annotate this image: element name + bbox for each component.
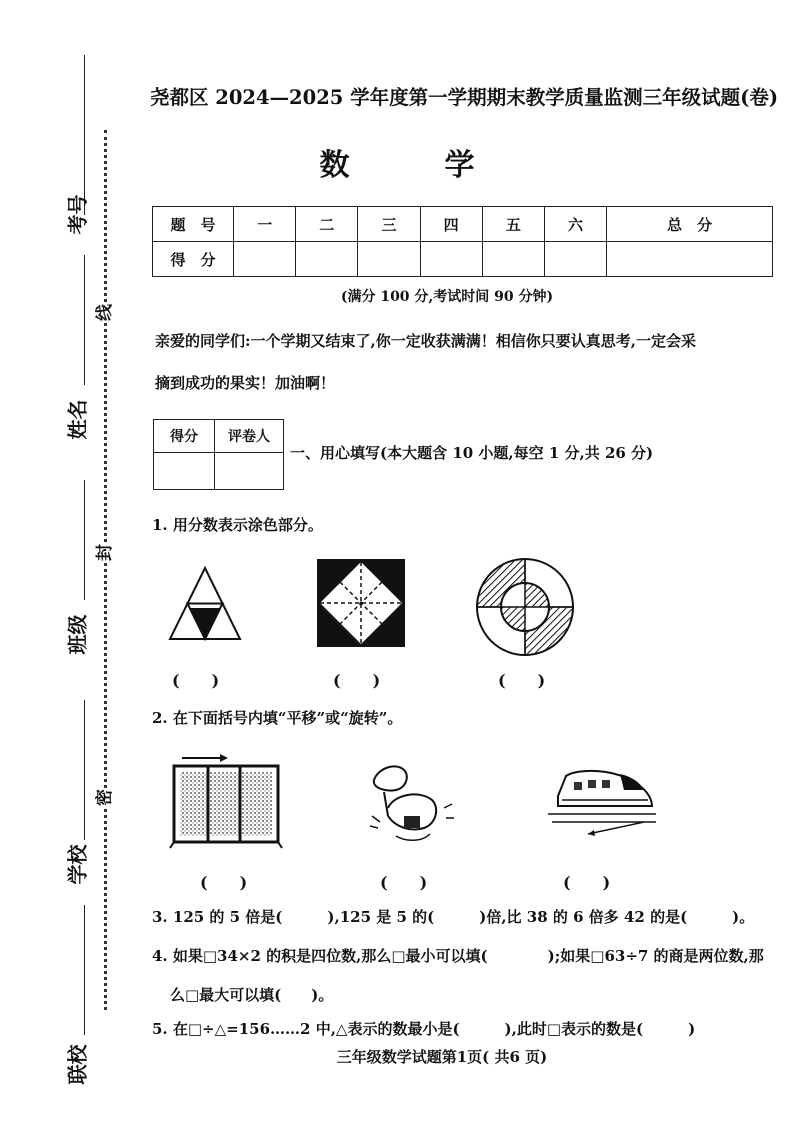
seal-dotted-line [104, 130, 107, 1010]
score-header-cell: 二 [296, 207, 358, 242]
triangle-figure [168, 566, 242, 642]
score-header-cell: 三 [358, 207, 420, 242]
score-cell[interactable] [358, 242, 420, 277]
score-header-cell: 一 [234, 207, 296, 242]
score-cell[interactable] [296, 242, 358, 277]
seal-char-mi: 密 [90, 789, 115, 806]
question-1: 1. 用分数表示涂色部分。 [152, 516, 323, 534]
score-cell[interactable] [607, 242, 773, 277]
score-header-cell: 六 [544, 207, 606, 242]
grader-score-cell[interactable] [154, 453, 215, 490]
binding-line [84, 700, 85, 840]
question-3: 3. 125 的 5 倍是( ),125 是 5 的( )倍,比 38 的 6 倍多 42 的是( )。 [152, 908, 755, 926]
intro-line-1: 亲爱的同学们:一个学期又结束了,你一定收获满满！相信你只要认真思考,一定会采 [155, 332, 696, 350]
exam-number-label: 考号 [65, 194, 90, 235]
binding-line [84, 480, 85, 600]
seal-char-feng: 封 [90, 544, 115, 561]
subject-title: 数学 [319, 148, 570, 183]
score-header-cell: 四 [420, 207, 482, 242]
page-footer: 三年级数学试题第1页( 共6 页) [336, 1048, 548, 1066]
screwdriver-hand-figure [366, 758, 458, 844]
binding-line [84, 255, 85, 385]
exam-note: (满分 100 分,考试时间 90 分钟) [340, 289, 554, 305]
grader-name-label: 评卷人 [215, 420, 284, 453]
ring-figure [475, 557, 575, 657]
class-label: 班级 [65, 614, 90, 655]
section-1-title: 一、用心填写(本大题含 10 小题,每空 1 分,共 26 分) [290, 444, 654, 462]
train-figure [548, 760, 658, 840]
score-header-cell: 总 分 [607, 207, 773, 242]
grader-table [153, 419, 284, 490]
answer-blank[interactable]: ( ) [563, 873, 611, 892]
seal-char-line: 线 [90, 304, 115, 321]
score-table [152, 206, 773, 277]
question-5: 5. 在□÷△=156……2 中,△表示的数最小是( ),此时□表示的数是( ) [152, 1020, 696, 1038]
answer-blank[interactable]: ( ) [498, 671, 546, 690]
score-table-header-row [153, 207, 773, 242]
score-cell[interactable] [420, 242, 482, 277]
name-label: 姓名 [65, 399, 90, 440]
score-cell[interactable] [482, 242, 544, 277]
exam-title: 尧都区 2024—2025 学年度第一学期期末教学质量监测三年级试题(卷) [150, 86, 779, 109]
answer-blank[interactable]: ( ) [333, 671, 381, 690]
intro-line-2: 摘到成功的果实！加油啊！ [155, 374, 336, 392]
score-header-cell: 题 号 [153, 207, 234, 242]
school-label: 学校 [65, 844, 90, 885]
question-4: 4. 如果□34×2 的积是四位数,那么□最小可以填( );如果□63÷7 的商是两位数,那 [152, 947, 764, 965]
score-cell[interactable] [234, 242, 296, 277]
binding-line [84, 905, 85, 1035]
grader-name-cell[interactable] [215, 453, 284, 490]
score-cell[interactable] [544, 242, 606, 277]
binding-line [84, 55, 85, 215]
answer-blank[interactable]: ( ) [200, 873, 248, 892]
union-school-label: 联校 [65, 1044, 90, 1085]
question-4-continued: 么□最大可以填( )。 [170, 986, 334, 1004]
score-header-cell: 五 [482, 207, 544, 242]
score-table-score-row [153, 242, 773, 277]
score-row-label: 得 分 [153, 242, 234, 277]
answer-blank[interactable]: ( ) [380, 873, 428, 892]
square-figure [316, 558, 406, 648]
grader-score-label: 得分 [154, 420, 215, 453]
window-figure [170, 752, 282, 848]
question-2: 2. 在下面括号内填“平移”或“旋转”。 [152, 709, 403, 727]
answer-blank[interactable]: ( ) [172, 671, 220, 690]
